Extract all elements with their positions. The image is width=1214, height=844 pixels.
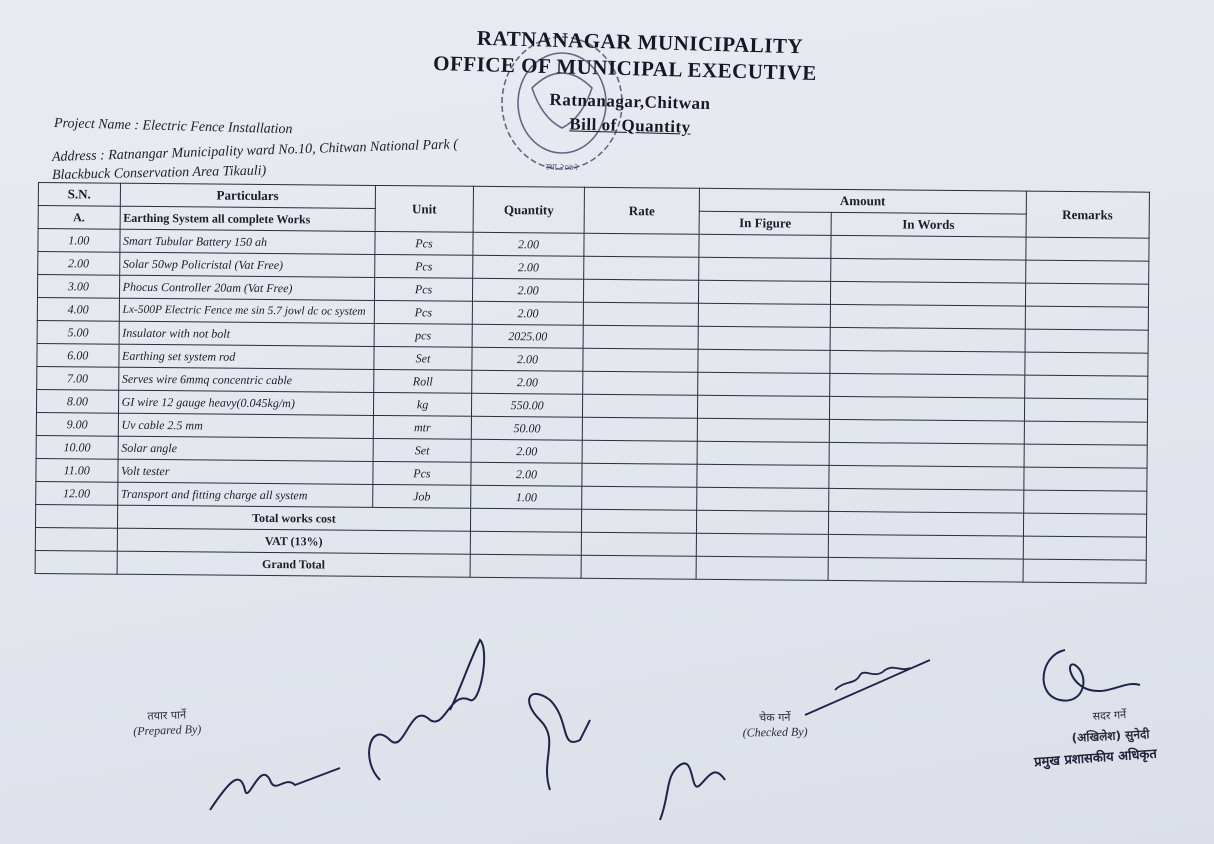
organization-name: RATNANAGAR MUNICIPALITY bbox=[476, 25, 804, 59]
cell-unit: Pcs bbox=[374, 300, 473, 324]
prepared-by-en: (Prepared By) bbox=[132, 721, 202, 739]
cell-empty bbox=[35, 527, 117, 551]
cell-particulars: Phocus Controller 20am (Vat Free) bbox=[119, 275, 374, 300]
signature-engineer-1 bbox=[350, 630, 510, 800]
cell-amount-figure bbox=[698, 372, 830, 396]
cell-empty bbox=[828, 534, 1023, 559]
cell-amount-figure bbox=[698, 326, 830, 350]
cell-sn: 7.00 bbox=[37, 366, 119, 390]
header-quantity: Quantity bbox=[473, 186, 584, 233]
project-address-line2: Blackbuck Conservation Area Tikauli) bbox=[51, 163, 267, 183]
cell-quantity: 2.00 bbox=[472, 301, 583, 325]
total-label: Grand Total bbox=[117, 551, 471, 577]
cell-sn: 3.00 bbox=[37, 275, 119, 299]
cell-empty bbox=[828, 511, 1023, 536]
signature-checker bbox=[800, 650, 940, 720]
cell-remarks bbox=[1024, 421, 1148, 445]
cell-amount-figure bbox=[697, 418, 829, 442]
cell-rate bbox=[583, 325, 698, 349]
cell-unit: kg bbox=[373, 392, 472, 416]
header-sn: S.N. bbox=[38, 183, 120, 207]
cell-unit: pcs bbox=[374, 323, 473, 347]
cell-particulars: Solar 50wp Policristal (Vat Free) bbox=[119, 252, 374, 277]
checked-by-en: (Checked By) bbox=[742, 724, 808, 740]
document-title: Bill of Quantity bbox=[569, 114, 691, 137]
cell-empty bbox=[470, 554, 581, 578]
header-in-words: In Words bbox=[831, 212, 1026, 237]
cell-amount-figure bbox=[698, 349, 830, 373]
office-location: Ratnanagar,Chitwan bbox=[549, 89, 711, 114]
total-label: Total works cost bbox=[117, 505, 471, 531]
project-address-line1: Address : Ratnangar Municipality ward No.10, Chitwan National Park ( bbox=[51, 137, 459, 165]
cell-empty bbox=[696, 556, 828, 580]
cell-amount-figure bbox=[699, 280, 831, 304]
cell-amount-words bbox=[829, 442, 1024, 467]
cell-remarks bbox=[1025, 329, 1149, 353]
header-remarks: Remarks bbox=[1026, 191, 1150, 238]
prepared-by-np: तयार पार्ने bbox=[147, 708, 187, 723]
cell-unit: Pcs bbox=[374, 277, 473, 301]
cell-particulars: Earthing set system rod bbox=[118, 344, 373, 369]
cell-unit: Pcs bbox=[373, 461, 472, 485]
cell-empty bbox=[1023, 513, 1147, 537]
cell-quantity: 2.00 bbox=[473, 278, 584, 302]
cell-amount-words bbox=[829, 396, 1024, 421]
cell-amount-words bbox=[830, 373, 1025, 398]
cell-remarks bbox=[1023, 490, 1147, 514]
office-name: OFFICE OF MUNICIPAL EXECUTIVE bbox=[432, 50, 818, 86]
header-amount: Amount bbox=[699, 188, 1026, 214]
cell-remarks bbox=[1024, 398, 1148, 422]
cell-amount-words bbox=[830, 350, 1025, 375]
cell-unit: Set bbox=[373, 438, 472, 462]
cell-empty bbox=[581, 532, 696, 556]
cell-amount-figure bbox=[699, 257, 831, 281]
signature-engineer-2 bbox=[510, 680, 610, 800]
cell-amount-words bbox=[829, 488, 1024, 513]
cell-quantity: 2.00 bbox=[473, 232, 584, 256]
cell-particulars: Insulator with not bolt bbox=[119, 321, 374, 346]
cell-particulars: Volt tester bbox=[117, 459, 372, 484]
cell-particulars: Smart Tubular Battery 150 ah bbox=[119, 229, 374, 254]
cell-rate bbox=[584, 256, 699, 280]
cell-sn: 1.00 bbox=[38, 229, 120, 253]
cell-remarks bbox=[1024, 444, 1148, 468]
cell-sn: 2.00 bbox=[38, 252, 120, 276]
cell-remarks bbox=[1025, 306, 1149, 330]
cell-empty bbox=[471, 508, 582, 532]
cell-quantity: 50.00 bbox=[471, 416, 582, 440]
cell-unit: Pcs bbox=[375, 254, 474, 278]
cell-rate bbox=[583, 394, 698, 418]
cell-amount-words bbox=[829, 465, 1024, 490]
cell-empty bbox=[1023, 536, 1147, 560]
cell-amount-words bbox=[829, 419, 1024, 444]
group-sn: A. bbox=[38, 206, 120, 230]
cell-remarks bbox=[1024, 352, 1148, 376]
cell-empty bbox=[470, 531, 581, 555]
cell-sn: 6.00 bbox=[37, 343, 119, 367]
approved-by-np: सदर गर्ने bbox=[1092, 708, 1127, 723]
signature-engineer-3 bbox=[640, 735, 740, 830]
cell-remarks bbox=[1025, 237, 1149, 261]
cell-rate bbox=[582, 486, 697, 510]
cell-empty bbox=[582, 509, 697, 533]
cell-quantity: 2025.00 bbox=[472, 324, 583, 348]
stamp-text: स्था २०७२ bbox=[545, 163, 579, 173]
cell-sn: 12.00 bbox=[36, 481, 118, 505]
cell-rate bbox=[584, 233, 699, 257]
cell-amount-words bbox=[830, 327, 1025, 352]
cell-particulars: Serves wire 6mmq concentric cable bbox=[118, 367, 373, 392]
cell-remarks bbox=[1025, 283, 1149, 307]
approved-by-name: (अखिलेश) सुनेदी bbox=[1071, 726, 1150, 746]
cell-sn: 8.00 bbox=[36, 389, 118, 413]
cell-rate bbox=[582, 440, 697, 464]
cell-rate bbox=[582, 463, 697, 487]
prepared-by-label bbox=[112, 706, 223, 740]
cell-empty bbox=[697, 510, 829, 534]
cell-unit: Job bbox=[373, 484, 472, 508]
cell-empty bbox=[35, 504, 117, 528]
cell-rate bbox=[583, 302, 698, 326]
group-title: Earthing System all complete Works bbox=[120, 206, 375, 231]
cell-unit: Pcs bbox=[375, 231, 474, 255]
cell-sn: 4.00 bbox=[37, 297, 119, 321]
cell-sn: 11.00 bbox=[36, 458, 118, 482]
cell-quantity: 2.00 bbox=[473, 255, 584, 279]
cell-empty bbox=[828, 557, 1023, 582]
cell-amount-figure bbox=[697, 441, 829, 465]
cell-empty bbox=[35, 550, 117, 574]
signature-approver bbox=[1030, 635, 1150, 715]
cell-rate bbox=[582, 417, 697, 441]
approver-title: प्रमुख प्रशासकीय अधिकृत bbox=[1033, 746, 1158, 771]
cell-unit: mtr bbox=[373, 415, 472, 439]
cell-quantity: 2.00 bbox=[471, 462, 582, 486]
header-rate: Rate bbox=[584, 187, 699, 234]
cell-rate bbox=[583, 371, 698, 395]
cell-particulars: Uv cable 2.5 mm bbox=[118, 413, 373, 438]
cell-unit: Roll bbox=[374, 369, 473, 393]
cell-amount-figure bbox=[699, 234, 831, 258]
boq-rows bbox=[36, 229, 1149, 515]
cell-amount-words bbox=[830, 304, 1025, 329]
cell-unit: Set bbox=[374, 346, 473, 370]
cell-empty bbox=[696, 533, 828, 557]
cell-quantity: 1.00 bbox=[471, 485, 582, 509]
cell-particulars: Transport and fitting charge all system bbox=[117, 482, 372, 507]
checked-by-np: चेक गर्ने bbox=[759, 710, 791, 725]
cell-amount-figure bbox=[698, 395, 830, 419]
cell-sn: 5.00 bbox=[37, 320, 119, 344]
cell-remarks bbox=[1024, 375, 1148, 399]
project-name: Project Name : Electric Fence Installation bbox=[53, 116, 293, 138]
cell-amount-words bbox=[831, 258, 1026, 283]
header-particulars: Particulars bbox=[120, 183, 375, 208]
cell-amount-words bbox=[830, 281, 1025, 306]
cell-amount-figure bbox=[698, 303, 830, 327]
cell-quantity: 550.00 bbox=[472, 393, 583, 417]
cell-amount-words bbox=[831, 235, 1026, 260]
cell-quantity: 2.00 bbox=[472, 347, 583, 371]
cell-quantity: 2.00 bbox=[471, 439, 582, 463]
cell-rate bbox=[584, 279, 699, 303]
cell-remarks bbox=[1023, 467, 1147, 491]
cell-empty bbox=[581, 555, 696, 579]
boq-table bbox=[35, 182, 1150, 584]
header-unit: Unit bbox=[375, 185, 474, 232]
cell-quantity: 2.00 bbox=[472, 370, 583, 394]
cell-particulars: Solar angle bbox=[118, 436, 373, 461]
cell-sn: 9.00 bbox=[36, 412, 118, 436]
cell-amount-figure bbox=[697, 487, 829, 511]
cell-particulars: GI wire 12 gauge heavy(0.045kg/m) bbox=[118, 390, 373, 415]
boq-table-wrapper bbox=[35, 182, 1150, 584]
cell-sn: 10.00 bbox=[36, 435, 118, 459]
cell-amount-figure bbox=[697, 464, 829, 488]
signature-preparer bbox=[200, 740, 350, 820]
cell-particulars: Lx-500P Electric Fence me sin 5.7 jowl dc oc system bbox=[119, 298, 374, 323]
boq-totals bbox=[35, 504, 1147, 583]
cell-rate bbox=[583, 348, 698, 372]
header-in-figure: In Figure bbox=[699, 211, 831, 235]
cell-empty bbox=[1023, 559, 1147, 583]
cell-remarks bbox=[1025, 260, 1149, 284]
total-label: VAT (13%) bbox=[117, 528, 471, 554]
